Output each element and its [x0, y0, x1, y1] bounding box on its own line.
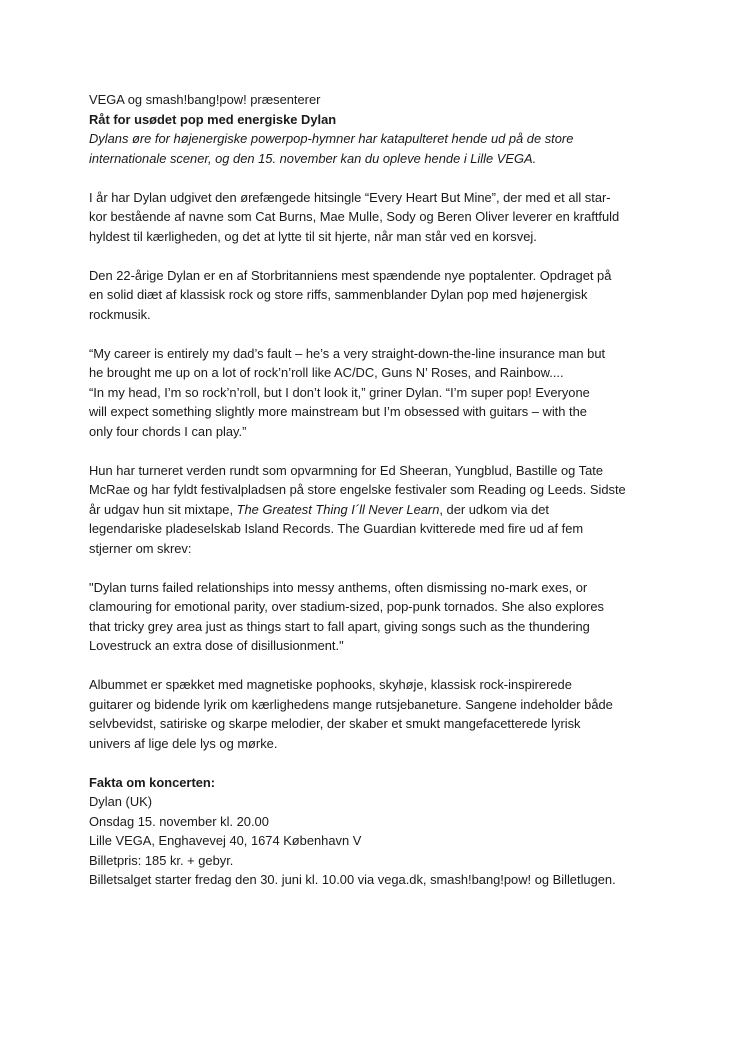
paragraph-quotes — [89, 344, 669, 442]
text-line: Albummet er spækket med magnetiske pophooks, skyhøje, klassisk rock-inspirerede — [89, 677, 572, 692]
text-line: “In my head, I’m so rock’n’roll, but I don’t look it,” griner Dylan. “I’m super pop! Everyone — [89, 384, 590, 400]
text-line: "Dylan turns failed relationships into messy anthems, often dismissing no-mark exes, or — [89, 579, 588, 595]
text-segment: , der udkom via det — [439, 501, 550, 517]
lead-line: Dylans øre for højenergiske powerpop-hymner har katapulteret hende ud på de store — [89, 131, 574, 146]
facts-title: Fakta om koncerten: — [89, 774, 216, 790]
text-line: only four chords I can play.” — [89, 423, 247, 439]
header-block — [89, 90, 669, 168]
facts-date: Onsdag 15. november kl. 20.00 — [89, 813, 269, 829]
paragraph-guardian-quote — [89, 578, 669, 656]
mixtape-title: The Greatest Thing I´ll Never Learn — [236, 501, 440, 517]
text-line: “My career is entirely my dad’s fault – he’s a very straight-down-the-line insurance man but — [89, 345, 606, 361]
text-line: McRae og har fyldt festivalpladsen på store engelske festivaler som Reading og Leeds. Sidste — [89, 482, 626, 497]
lead-line: internationale scener, og den 15. november kan du opleve hende i Lille VEGA. — [89, 150, 537, 166]
text-line: legendariske pladeselskab Island Records. The Guardian kvitterede med fire ud af fem — [89, 521, 584, 536]
text-line — [89, 500, 669, 520]
text-line: stjerner om skrev: — [89, 540, 192, 556]
facts-price: Billetpris: 185 kr. + gebyr. — [89, 852, 234, 868]
presenter-line: VEGA og smash!bang!pow! præsenterer — [89, 92, 321, 107]
facts-venue: Lille VEGA, Enghavevej 40, 1674 København V — [89, 833, 362, 848]
text-line: Den 22-årige Dylan er en af Storbritanniens mest spændende nye poptalenter. Opdraget på — [89, 267, 612, 283]
text-line: rockmusik. — [89, 306, 151, 322]
text-line: univers af lige dele lys og mørke. — [89, 735, 278, 751]
facts-sale: Billetsalget starter fredag den 30. juni kl. 10.00 via vega.dk, smash!bang!pow! og Billetlugen. — [89, 872, 616, 887]
text-line: selvbevidst, satiriske og skarpe melodier, der skaber et smukt mangefacetterede lyrisk — [89, 716, 581, 731]
text-line: clamouring for emotional parity, over stadium-sized, pop-punk tornados. She also explores — [89, 599, 604, 614]
paragraph-touring — [89, 461, 669, 559]
text-line: en solid diæt af klassisk rock og store riffs, sammenblander Dylan pop med højenergisk — [89, 287, 588, 302]
text-line: he brought me up on a lot of rock’n’roll like AC/DC, Guns N’ Roses, and Rainbow.... — [89, 365, 564, 380]
paragraph-artist-intro — [89, 266, 669, 325]
text-line: Hun har turneret verden rundt som opvarmning for Ed Sheeran, Yungblud, Bastille og Tate — [89, 462, 604, 478]
headline: Råt for usødet pop med energiske Dylan — [89, 111, 337, 127]
paragraph-single — [89, 188, 669, 247]
text-line: hyldest til kærligheden, og det at lytte til sit hjerte, når man står ved en korsvej. — [89, 228, 537, 244]
facts-block — [89, 773, 669, 890]
paragraph-album — [89, 675, 669, 753]
facts-artist: Dylan (UK) — [89, 794, 153, 809]
text-segment: år udgav hun sit mixtape, — [89, 501, 237, 517]
text-line: will expect something slightly more mainstream but I’m obsessed with guitars – with the — [89, 404, 587, 419]
text-line: I år har Dylan udgivet den ørefængede hitsingle “Every Heart But Mine”, der med et all star- — [89, 189, 611, 205]
text-line: kor bestående af navne som Cat Burns, Mae Mulle, Sody og Beren Oliver leverer en kraftfuld — [89, 209, 620, 224]
text-line: Lovestruck an extra dose of disillusionment." — [89, 638, 344, 653]
text-line: guitarer og bidende lyrik om kærlighedens mange rutsjebaneture. Sangene indeholder både — [89, 696, 613, 712]
press-release — [89, 90, 669, 909]
text-line: that tricky grey area just as things start to fall apart, giving songs such as the thundering — [89, 618, 590, 634]
